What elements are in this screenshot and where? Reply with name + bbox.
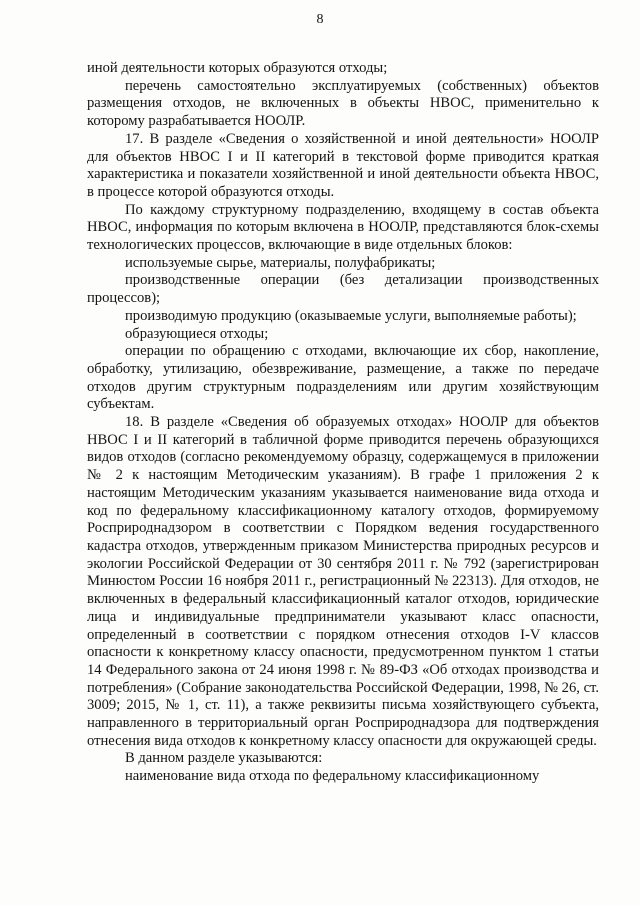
paragraph-section-18: 18. В разделе «Сведения об образуемых отходах» НООЛР для объектов НВОС I и II категорий в табличной форме приводится перечень образующихся видов отходов (согласно рекомендуемому образцу, содержащемуся в приложении № 2 к настоящим Методическим указаниям). В графе 1 приложения 2 к настоящим Методическим указаниям указывается наименование вида отхода и код по федеральному классификационному каталогу отходов, формируемому Росприроднадзором в соответствии с Порядком ведения государственного кадастра отходов, утвержденным приказом Министерства природных ресурсов и экологии Российской Федерации от 30 сентября 2011 г. № 792 (зарегистрирован Минюстом России 16 ноября 2011 г., регистрационный № 22313). Для отходов, не включенных в федеральный классификационный каталог отходов, юридические лица и индивидуальные предприниматели указывают класс опасности, определенный в соответствии с порядком отнесения отходов I-V классов опасности к конкретному классу опасности, предусмотренном пунктом 1 статьи 14 Федерального закона от 24 июня 1998 г. № 89-ФЗ «Об отходах производства и потребления» (Собрание законодательства Российской Федерации, 1998, № 26, ст. 3009; 2015, № 1, ст. 11), а также реквизиты письма хозяйствующего субъекта, направленного в территориальный орган Росприроднадзора для подтверждения отнесения вида отходов к конкретному классу опасности для окружающей среды. bbox=[87, 414, 599, 749]
paragraph-structural-units: По каждому структурному подразделению, входящему в состав объекта НВОС, информация по которым включена в НООЛР, представляются блок-схемы технологических процессов, включающие в виде отдельных блоков: bbox=[87, 201, 599, 254]
paragraph-section-17: 17. В разделе «Сведения о хозяйственной и иной деятельности» НООЛР для объектов НВОС I и II категорий в текстовой форме приводится краткая характеристика и показатели хозяйственной и иной деятельности объекта НВОС, в процессе которой образуются отходы. bbox=[87, 130, 599, 200]
list-item-generated-waste: образующиеся отходы; bbox=[125, 325, 269, 342]
paragraph-list-item-disposal-sites: перечень самостоятельно эксплуатируемых (собственных) объектов размещения отходов, не включенных в объекты НВОС, применительно к которому разрабатывается НООЛР. bbox=[87, 77, 599, 130]
list-item-products: производимую продукцию (оказываемые услуги, выполняемые работы); bbox=[125, 307, 577, 324]
page-number: 8 bbox=[316, 12, 324, 27]
paragraph-waste-name: наименование вида отхода по федеральному классификационному bbox=[125, 768, 540, 785]
paragraph-section-specifies: В данном разделе указываются: bbox=[125, 750, 323, 767]
list-item-production-operations: производственные операции (без детализации производственных процессов); bbox=[87, 272, 599, 307]
paragraph-continuation: иной деятельности которых образуются отходы; bbox=[87, 60, 388, 76]
list-item-waste-operations: операции по обращению с отходами, включающие их сбор, накопление, обработку, утилизацию, обезвреживание, размещение, а также по передаче отходов другим структурным подразделениям или другим хозяйствующим субъектам. bbox=[87, 343, 599, 413]
document-body bbox=[87, 60, 599, 786]
list-item-raw-materials: используемые сырье, материалы, полуфабрикаты; bbox=[125, 254, 436, 271]
